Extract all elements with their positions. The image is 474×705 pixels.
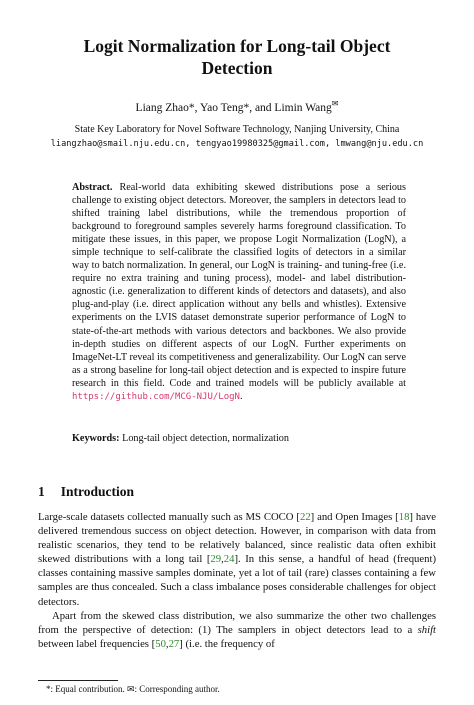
title-line-1: Logit Normalization for Long-tail Object xyxy=(83,36,391,56)
abstract xyxy=(72,181,406,404)
footnote-rule xyxy=(38,680,118,681)
citation[interactable]: 27 xyxy=(168,637,180,650)
intro-paragraph-1: Large-scale datasets collected manually such as MS COCO [22] and Open Images [18] have delivered tremendous success on object detection. However, in comparison with data from realistic scenarios, they tend to be relatively balanced, since realistic data often exhibit skewed distributions with a long tail [29,24]. In this sense, a handful of head (frequent) classes containing massive samples dominate, yet a lot of tail (rare) classes containing a few samples are thus concealed. Such a class imbalance poses considerable challenges for object detectors. xyxy=(38,511,437,608)
keywords-label: Keywords: xyxy=(72,433,120,444)
section-number: 1 xyxy=(38,484,45,499)
citation[interactable]: 24 xyxy=(223,553,235,566)
code-link[interactable]: https://github.com/MCG-NJU/LogN xyxy=(72,391,240,402)
intro-body xyxy=(38,510,436,651)
intro-text: (i.e. the frequency of xyxy=(185,637,275,650)
abstract-text: Real-world data exhibiting skewed distributions pose a serious challenge to existing object detectors. Moreover, the samplers in detectors lead to shifted training label distributions, while the tremendous proportion of background to foreground samples severely harms foreground classification. To mitigate these issues, in this paper, we propose Logit Normalization (LogN), a simple technique to self-calibrate the classified logits of detectors in a similar way to batch normalization. In general, our LogN is training- and tuning-free (i.e. require no extra training and tuning process), model- and label distribution-agnostic (i.e. generalization to different kinds of detectors and datasets), and also plug-and-play (i.e. direct application without any bells and whistles). Extensive experiments on the LVIS dataset demonstrate superior performance of LogN to state-of-the-art methods with various detectors and backbones. We also provide in-depth studies on different aspects of our LogN. Further experiments on ImageNet-LT reveal its competitiveness and generalizability. Our LogN can serve as a strong baseline for long-tail object detection and is expected to inspire future research in this field. Code and trained models will be publicly available at xyxy=(72,182,406,389)
author-list xyxy=(40,97,434,115)
intro-text: between label frequencies xyxy=(38,637,149,650)
abstract-end: . xyxy=(239,390,243,402)
authors-text: Liang Zhao*, Yao Teng*, and Limin Wang xyxy=(135,101,332,114)
affiliation: State Key Laboratory for Novel Software Technology, Nanjing University, China xyxy=(74,124,400,135)
intro-text: have delivered tremendous success on object detection. However, in comparison with data from realistic scenarios, they tend to be relatively balanced, since realistic data often exhibit skewed distributions with a long tail xyxy=(38,511,437,566)
intro-paragraph-2: Apart from the skewed class distribution, we also summarize the other two challenges from the perspective of detection: (1) The samplers in object detectors lead to a shift between label frequencies [50,27] (i.e. the frequency of xyxy=(38,609,437,650)
corresponding-mark: ✉ xyxy=(331,99,339,108)
section-title: Introduction xyxy=(60,484,135,499)
citation[interactable]: 29 xyxy=(210,553,222,566)
keywords xyxy=(72,432,406,445)
citation[interactable]: 50 xyxy=(155,637,166,650)
emphasis: shift xyxy=(417,623,437,636)
author-emails: liangzhao@smail.nju.edu.cn, tengyao19980325@gmail.com, lmwang@nju.edu.cn xyxy=(50,139,424,149)
intro-text: and Open Images xyxy=(317,511,393,523)
footnote: *: Equal contribution. ✉: Corresponding author. xyxy=(46,684,220,694)
paper-title xyxy=(40,35,434,79)
abstract-label: Abstract. xyxy=(72,182,113,193)
intro-text: Apart from the skewed class distribution, we also summarize the other two challenges from the perspective of detection: (1) The samplers in object detectors lead to a xyxy=(38,609,436,636)
intro-text: Large-scale datasets collected manually such as MS COCO xyxy=(38,511,294,523)
intro-text: . In this sense, a handful of head (frequent) classes containing massive samples dominate, yet a lot of tail (rare) classes containing a few samples are thus concealed. Such a class imbalance poses considerable challenges for object detectors. xyxy=(38,553,436,608)
title-line-2: Detection xyxy=(201,58,273,78)
keywords-text: Long-tail object detection, normalization xyxy=(122,433,289,444)
citation[interactable]: 22 xyxy=(299,511,311,523)
citation[interactable]: 18 xyxy=(398,511,410,523)
section-heading xyxy=(38,484,134,500)
